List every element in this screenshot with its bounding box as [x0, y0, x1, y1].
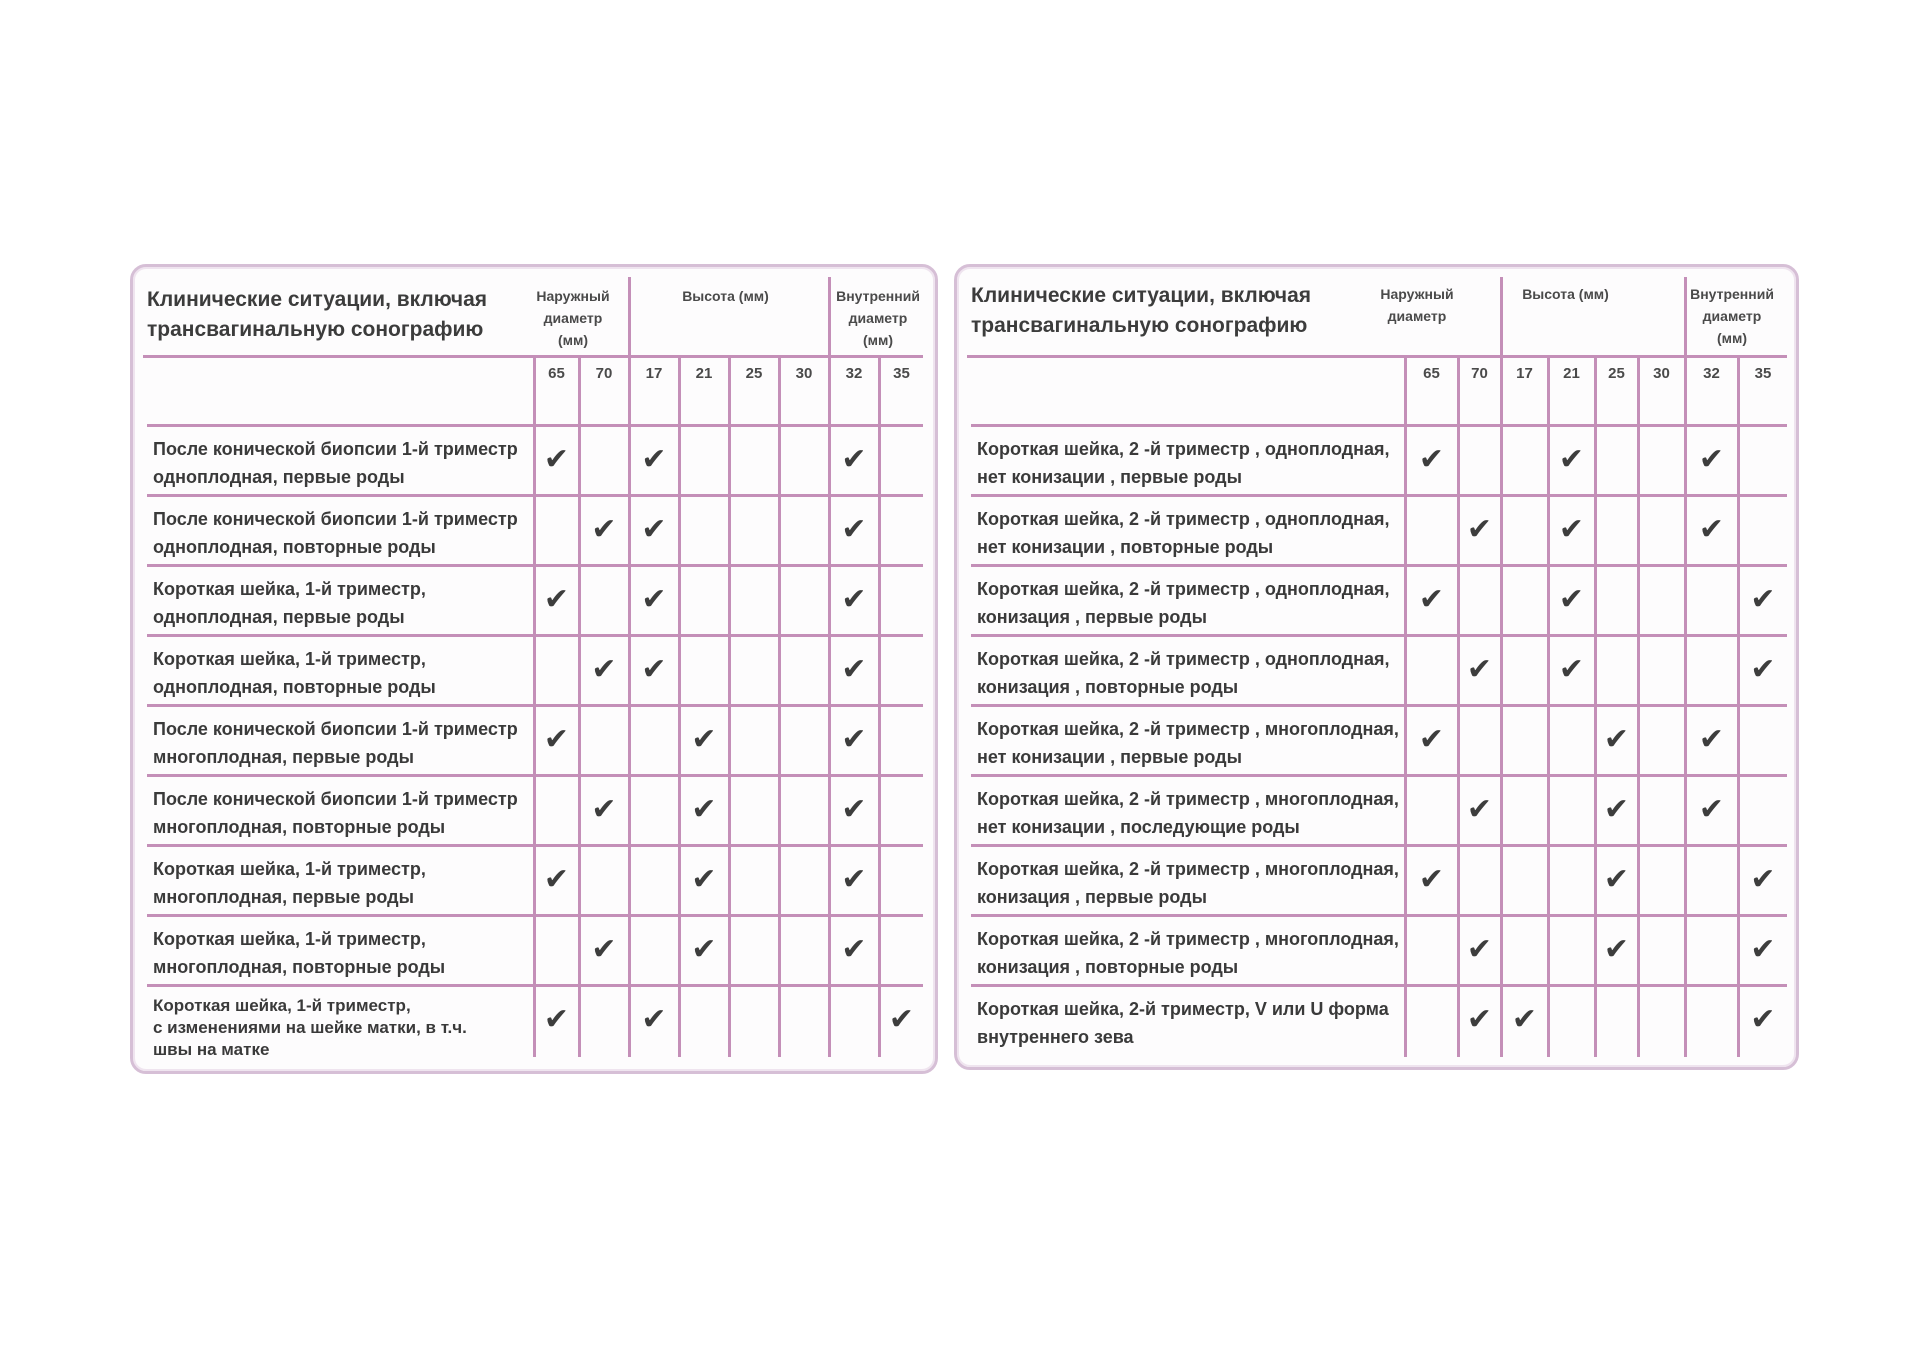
column-header-21: 21: [1563, 365, 1580, 382]
row-label-line: нет конизации , повторные роды: [977, 537, 1274, 557]
row-label-line: Короткая шейка, 1-й триместр,: [153, 579, 426, 599]
row-label-line: многоплодная, первые роды: [153, 887, 414, 907]
row-label-line: Короткая шейка, 2 -й триместр , одноплодная,: [977, 649, 1390, 669]
checkmark-icon: ✔: [691, 792, 717, 827]
checkmark-icon: ✔: [1698, 792, 1725, 827]
row-label-line: многоплодная, повторные роды: [153, 957, 446, 977]
checkmark-icon: ✔: [1418, 442, 1445, 477]
column-header-70: 70: [595, 365, 613, 382]
row-label-line: Короткая шейка, 1-й триместр,: [153, 649, 426, 669]
row-label-line: одноплодная, первые роды: [153, 467, 405, 487]
row-divider: [971, 494, 1787, 497]
row-label-line: нет конизации , первые роды: [977, 747, 1242, 767]
row-label-line: После конической биопсии 1-й триместр: [153, 719, 518, 739]
row-divider: [147, 564, 923, 567]
column-header-32: 32: [1703, 365, 1720, 382]
checkmark-icon: ✔: [841, 932, 867, 967]
column-header-17: 17: [1516, 365, 1533, 382]
checkmark-icon: ✔: [691, 862, 717, 897]
row-divider: [147, 844, 923, 847]
checkmark-icon: ✔: [1466, 792, 1493, 827]
row-divider: [147, 704, 923, 707]
checkmark-icon: ✔: [543, 582, 570, 617]
checkmark-icon: ✔: [1750, 932, 1776, 967]
checkmark-icon: ✔: [1466, 1002, 1493, 1037]
row-label-line: Короткая шейка, 1-й триместр,: [153, 859, 426, 879]
row-label-line: нет конизации , первые роды: [977, 467, 1242, 487]
checkmark-icon: ✔: [1418, 722, 1445, 757]
checkmark-icon: ✔: [841, 442, 867, 477]
checkmark-icon: ✔: [591, 512, 617, 547]
checkmark-icon: ✔: [641, 442, 667, 477]
checkmark-icon: ✔: [691, 932, 717, 967]
row-label-line: После конической биопсии 1-й триместр: [153, 789, 518, 809]
header-caption-line-2: трансвагинальную сонографию: [147, 318, 484, 341]
row-label-line: внутреннего зева: [977, 1027, 1134, 1047]
table-card-right: [954, 264, 1799, 1070]
group-header-inner-diameter: Внутренний диаметр (мм): [1690, 286, 1774, 346]
checkmark-icon: ✔: [841, 792, 867, 827]
header-caption-line-2: трансвагинальную сонографию: [971, 314, 1308, 337]
header-caption-line-1: Клинические ситуации, включая: [971, 284, 1312, 307]
row-divider: [971, 424, 1787, 427]
checkmark-icon: ✔: [1466, 652, 1493, 687]
group-header-height: Высота (мм): [682, 288, 769, 304]
row-label-line: Короткая шейка, 2 -й триместр , многоплодная,: [977, 719, 1399, 739]
row-divider: [971, 564, 1787, 567]
row-divider: [971, 984, 1787, 987]
row-label-line: Короткая шейка, 2 -й триместр , многоплодная,: [977, 789, 1399, 809]
row-divider: [147, 494, 923, 497]
group-header-outer-diameter: Наружный диаметр (мм): [536, 288, 610, 348]
checkmark-icon: ✔: [1511, 1002, 1538, 1037]
row-divider: [971, 704, 1787, 707]
row-label-line: конизация , первые роды: [977, 607, 1207, 627]
checkmark-icon: ✔: [641, 1002, 667, 1037]
row-label-line: нет конизации , последующие роды: [977, 817, 1300, 837]
row-label-line: Короткая шейка, 1-й триместр,: [153, 996, 411, 1015]
group-header-outer-diameter: Наружный диаметр: [1380, 286, 1454, 324]
checkmark-icon: ✔: [641, 512, 667, 547]
column-header-32: 32: [845, 365, 863, 382]
group-header-inner-diameter: Внутренний диаметр (мм): [836, 288, 920, 348]
header-caption-line-1: Клинические ситуации, включая: [147, 288, 488, 311]
row-label-line: Короткая шейка, 2 -й триместр , одноплодная,: [977, 439, 1390, 459]
header-divider: [967, 355, 1787, 358]
group-header-height: Высота (мм): [1522, 286, 1609, 302]
checkmark-icon: ✔: [543, 722, 570, 757]
checkmark-icon: ✔: [543, 862, 570, 897]
column-header-70: 70: [1471, 365, 1488, 382]
checkmark-icon: ✔: [1558, 512, 1585, 547]
checkmark-icon: ✔: [591, 652, 617, 687]
column-header-17: 17: [645, 365, 663, 382]
checkmark-icon: ✔: [841, 652, 867, 687]
checkmark-icon: ✔: [841, 582, 867, 617]
checkmark-icon: ✔: [1698, 512, 1725, 547]
row-divider: [147, 424, 923, 427]
row-label-line: Короткая шейка, 2-й триместр, V или U форма: [977, 999, 1389, 1019]
row-label-line: После конической биопсии 1-й триместр: [153, 509, 518, 529]
checkmark-icon: ✔: [1603, 932, 1630, 967]
row-label-line: конизация , повторные роды: [977, 957, 1239, 977]
column-header-65: 65: [548, 365, 565, 382]
row-divider: [971, 774, 1787, 777]
group-separator: [828, 277, 831, 355]
row-label-line: Короткая шейка, 2 -й триместр , многоплодная,: [977, 929, 1399, 949]
row-divider: [147, 984, 923, 987]
row-label-line: многоплодная, повторные роды: [153, 817, 446, 837]
checkmark-icon: ✔: [691, 722, 717, 757]
checkmark-icon: ✔: [1698, 442, 1725, 477]
row-divider: [147, 634, 923, 637]
checkmark-icon: ✔: [841, 512, 867, 547]
checkmark-icon: ✔: [543, 442, 570, 477]
checkmark-icon: ✔: [841, 722, 867, 757]
checkmark-icon: ✔: [1603, 722, 1630, 757]
row-label-line: одноплодная, повторные роды: [153, 537, 436, 557]
column-header-25: 25: [1608, 365, 1625, 382]
checkmark-icon: ✔: [1466, 512, 1493, 547]
row-divider: [971, 914, 1787, 917]
checkmark-icon: ✔: [1750, 652, 1776, 687]
checkmark-icon: ✔: [543, 1002, 570, 1037]
group-separator: [1500, 277, 1503, 355]
checkmark-icon: ✔: [1750, 862, 1776, 897]
checkmark-icon: ✔: [1558, 442, 1585, 477]
table-card-left: [130, 264, 938, 1074]
checkmark-icon: ✔: [888, 1002, 915, 1037]
checkmark-icon: ✔: [1558, 582, 1585, 617]
row-label-line: конизация , повторные роды: [977, 677, 1239, 697]
row-label-line: с изменениями на шейке матки, в т.ч.: [153, 1018, 467, 1037]
column-header-25: 25: [745, 365, 763, 382]
group-separator: [628, 277, 631, 355]
row-divider: [147, 774, 923, 777]
checkmark-icon: ✔: [1418, 582, 1445, 617]
checkmark-icon: ✔: [1750, 1002, 1776, 1037]
row-divider: [971, 634, 1787, 637]
row-label-line: Короткая шейка, 2 -й триместр , одноплодная,: [977, 509, 1390, 529]
checkmark-icon: ✔: [591, 792, 617, 827]
row-label-line: Короткая шейка, 1-й триместр,: [153, 929, 426, 949]
group-separator: [1684, 277, 1687, 355]
column-header-35: 35: [1754, 365, 1772, 382]
column-header-35: 35: [893, 365, 910, 382]
checkmark-icon: ✔: [841, 862, 867, 897]
row-label-line: одноплодная, повторные роды: [153, 677, 436, 697]
row-label-line: швы на матке: [153, 1040, 270, 1059]
column-header-65: 65: [1423, 365, 1440, 382]
row-label-line: одноплодная, первые роды: [153, 607, 405, 627]
column-header-21: 21: [695, 365, 713, 382]
column-header-30: 30: [1653, 365, 1670, 382]
row-label-line: После конической биопсии 1-й триместр: [153, 439, 518, 459]
checkmark-icon: ✔: [1418, 862, 1445, 897]
row-label-line: Короткая шейка, 2 -й триместр , одноплодная,: [977, 579, 1390, 599]
checkmark-icon: ✔: [1603, 792, 1630, 827]
row-label-line: конизация , первые роды: [977, 887, 1207, 907]
checkmark-icon: ✔: [591, 932, 617, 967]
row-label-line: Короткая шейка, 2 -й триместр , многоплодная,: [977, 859, 1399, 879]
row-label-line: многоплодная, первые роды: [153, 747, 414, 767]
checkmark-icon: ✔: [1558, 652, 1585, 687]
row-divider: [147, 914, 923, 917]
checkmark-icon: ✔: [1698, 722, 1725, 757]
row-divider: [971, 844, 1787, 847]
checkmark-icon: ✔: [1466, 932, 1493, 967]
checkmark-icon: ✔: [641, 582, 667, 617]
checkmark-icon: ✔: [641, 652, 667, 687]
checkmark-icon: ✔: [1603, 862, 1630, 897]
checkmark-icon: ✔: [1750, 582, 1776, 617]
column-header-30: 30: [795, 365, 813, 382]
